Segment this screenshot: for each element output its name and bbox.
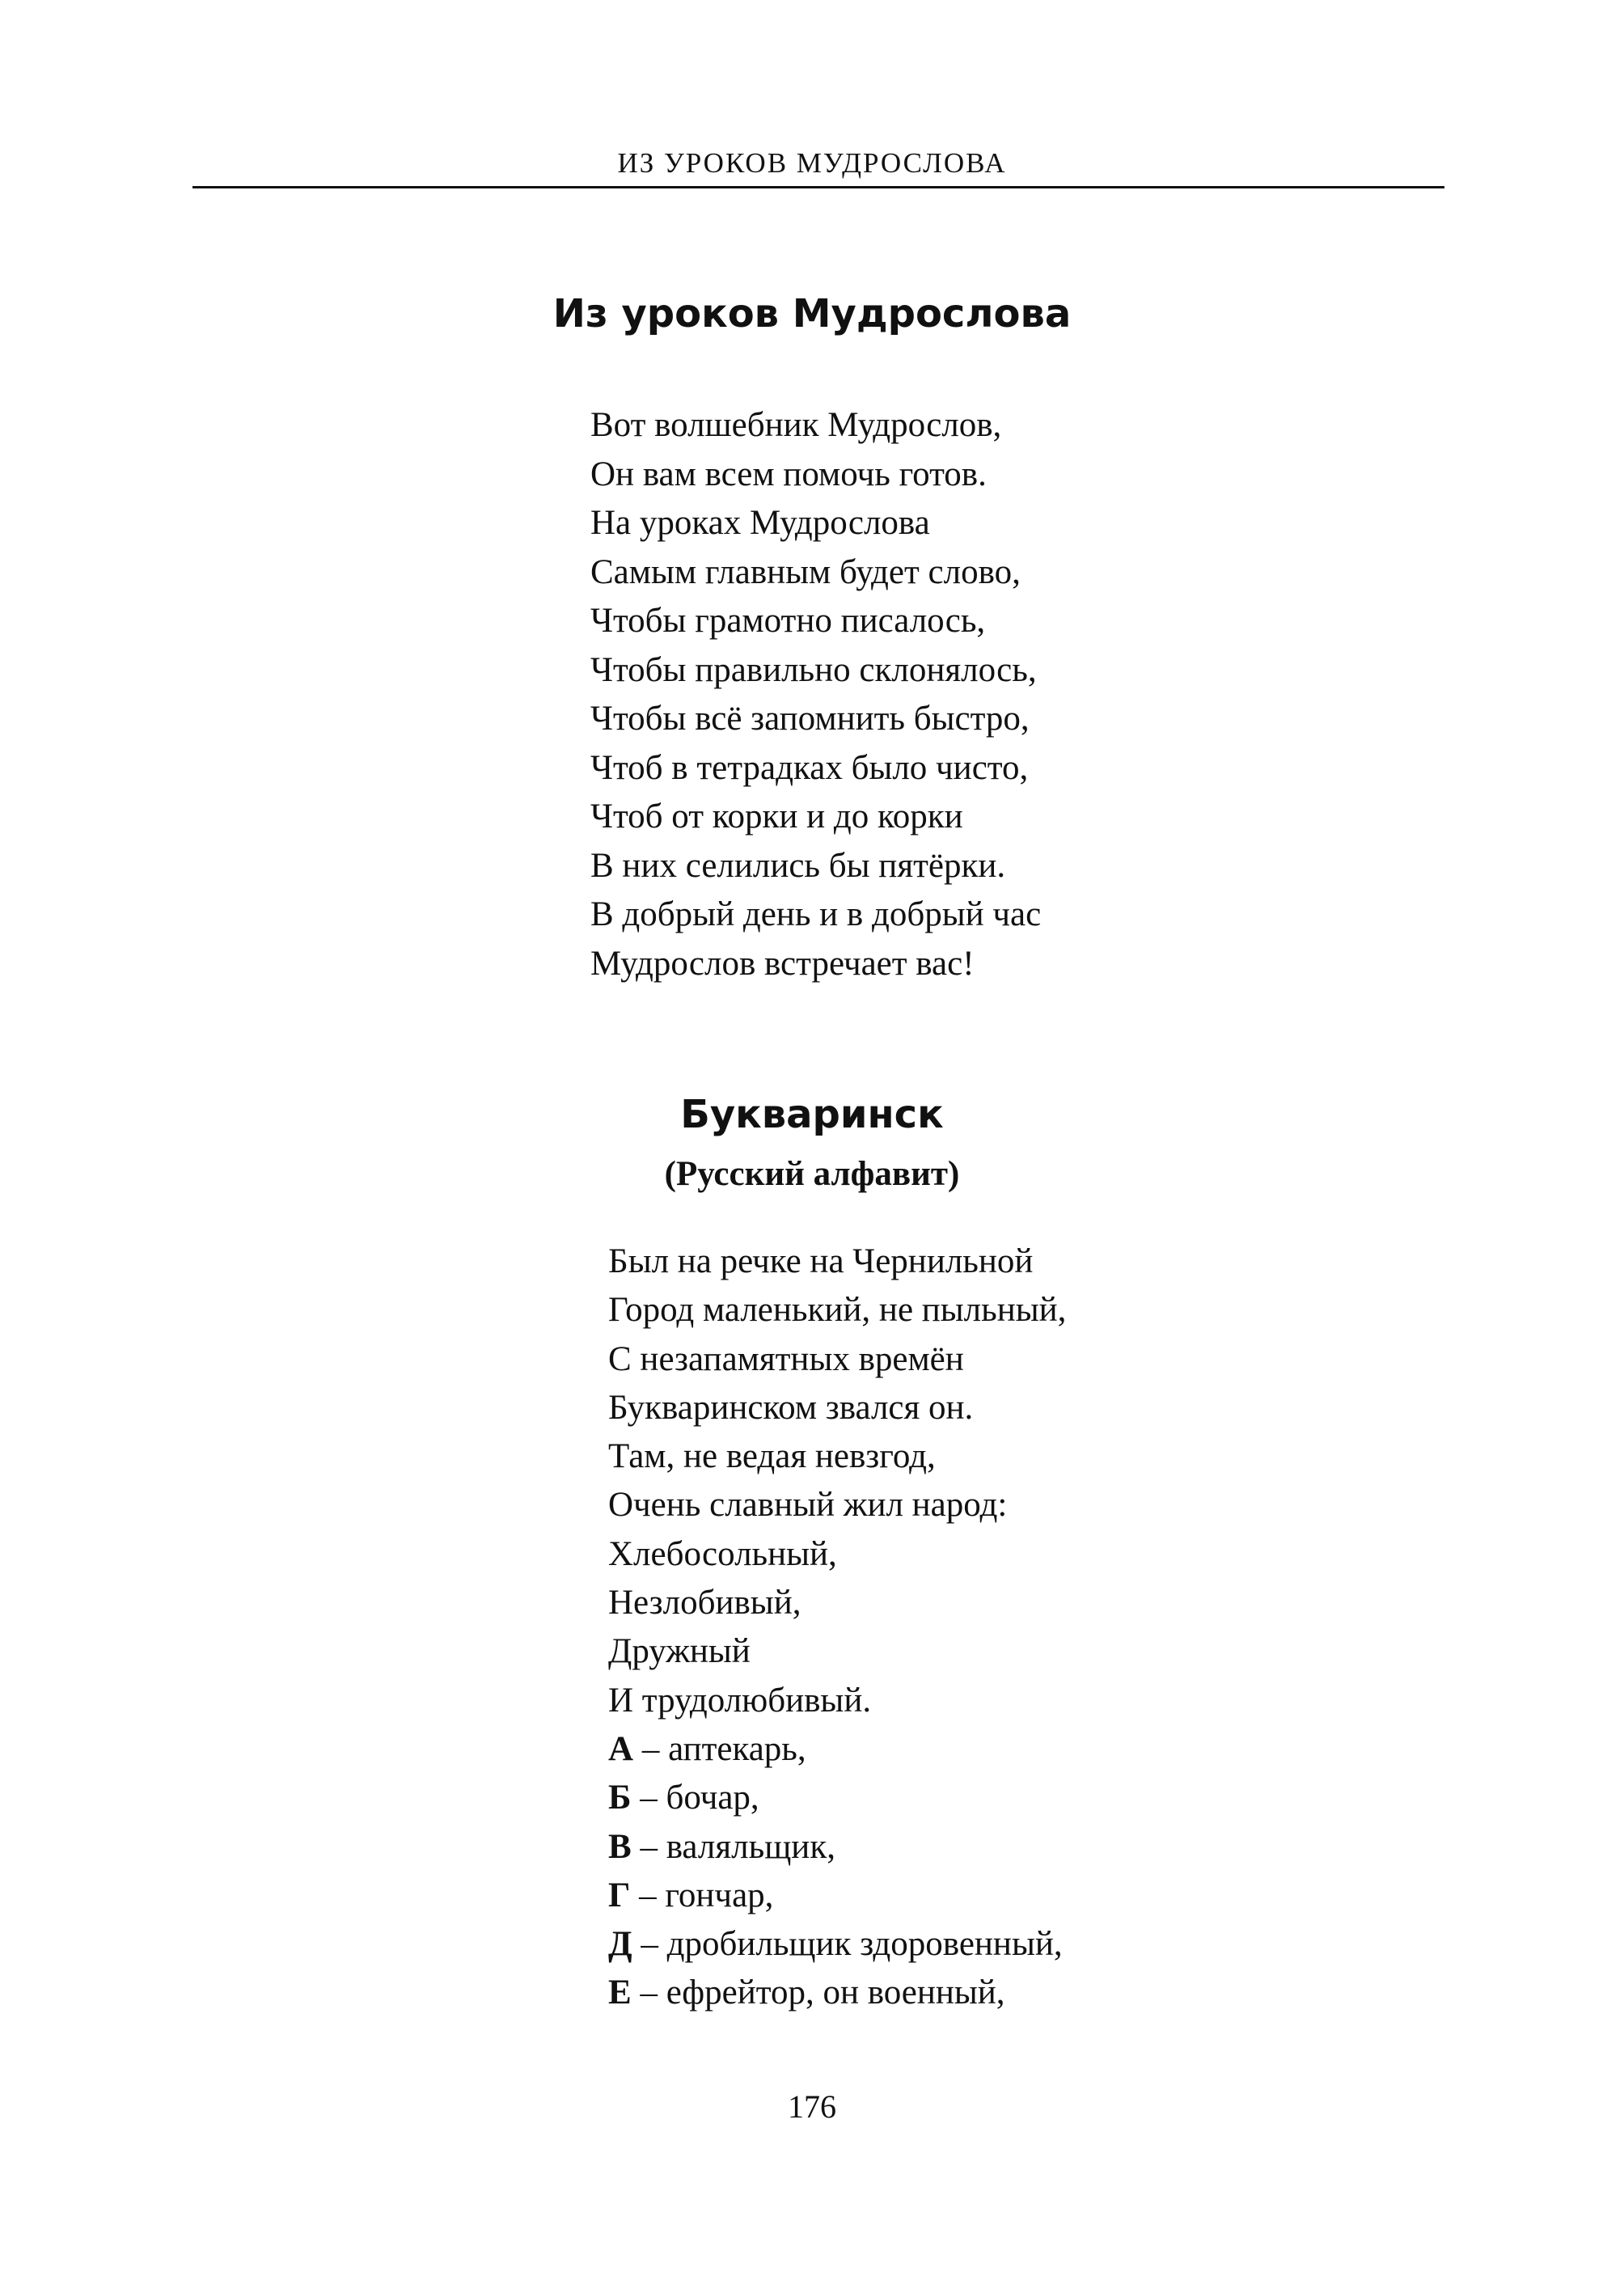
poem-title-bukvarinsk: Букваринск (680, 1092, 944, 1137)
alphabet-line (608, 1872, 1066, 1920)
poem-line: Очень славный жил народ: (608, 1486, 1008, 1525)
poem-stanza-mudroslov (590, 401, 1041, 988)
poem-line: Там, не ведая невзгод, (608, 1437, 936, 1476)
poem-line: Он вам всем помочь готов. (590, 455, 987, 493)
poem-line: Чтобы всё запомнить быстро, (590, 700, 1030, 738)
poem-line: Город маленький, не пыльный, (608, 1291, 1067, 1330)
poem-line: В добрый день и в добрый час (590, 895, 1042, 933)
page-number: 176 (788, 2088, 836, 2125)
alphabet-letter: Г (608, 1876, 631, 1914)
alphabet-text: – дробильщик здоровенный, (632, 1925, 1063, 1964)
poem-stanza-bukvarinsk (608, 1237, 1066, 2018)
poem-line: Чтоб от корки и до корки (590, 797, 963, 836)
running-head-rule (192, 186, 1444, 188)
poem-line: В них селились бы пятёрки. (590, 846, 1006, 885)
poem-line: Был на речке на Чернильной (608, 1242, 1034, 1280)
alphabet-letter: А (608, 1729, 634, 1768)
alphabet-letter: В (608, 1827, 632, 1866)
alphabet-letter: Д (608, 1925, 632, 1964)
poem-title-mudroslov: Из уроков Мудрослова (552, 291, 1072, 336)
alphabet-letter: Б (608, 1779, 632, 1817)
alphabet-line (608, 1823, 1066, 1872)
alphabet-line (608, 1969, 1066, 2017)
poem-line: Мудрослов встречает вас! (590, 944, 975, 983)
poem-line: Незлобивый, (608, 1584, 801, 1622)
alphabet-text: – гончар, (630, 1876, 774, 1914)
alphabet-line (608, 1725, 1066, 1774)
poem-line: Вот волшебник Мудрослов, (590, 406, 1002, 444)
poem-line: Самым главным будет слово, (590, 552, 1021, 591)
poem-line: Чтобы грамотно писалось, (590, 602, 986, 640)
poem-line: Чтобы правильно склонялось, (590, 650, 1037, 689)
alphabet-line (608, 1920, 1066, 1969)
alphabet-text: – ефрейтор, он военный, (631, 1974, 1005, 2012)
alphabet-text: – аптекарь, (633, 1729, 806, 1768)
poem-line: И трудолюбивый. (608, 1681, 872, 1720)
poem-line: На уроках Мудрослова (590, 504, 930, 542)
alphabet-text: – бочар, (631, 1779, 759, 1817)
alphabet-line (608, 1774, 1066, 1822)
poem-line: Дружный (608, 1632, 751, 1671)
running-head: ИЗ УРОКОВ МУДРОСЛОВА (617, 147, 1007, 179)
alphabet-letter: Е (608, 1974, 632, 2012)
poem-line: Чтоб в тетрадках было чисто, (590, 748, 1029, 787)
poem-line: Хлебосольный, (608, 1534, 837, 1573)
poem-line: С незапамятных времён (608, 1339, 964, 1378)
poem-subtitle: (Русский алфавит) (664, 1155, 960, 1193)
poem-line: Букваринском звался он. (608, 1388, 974, 1427)
alphabet-text: – валяльщик, (631, 1827, 835, 1866)
